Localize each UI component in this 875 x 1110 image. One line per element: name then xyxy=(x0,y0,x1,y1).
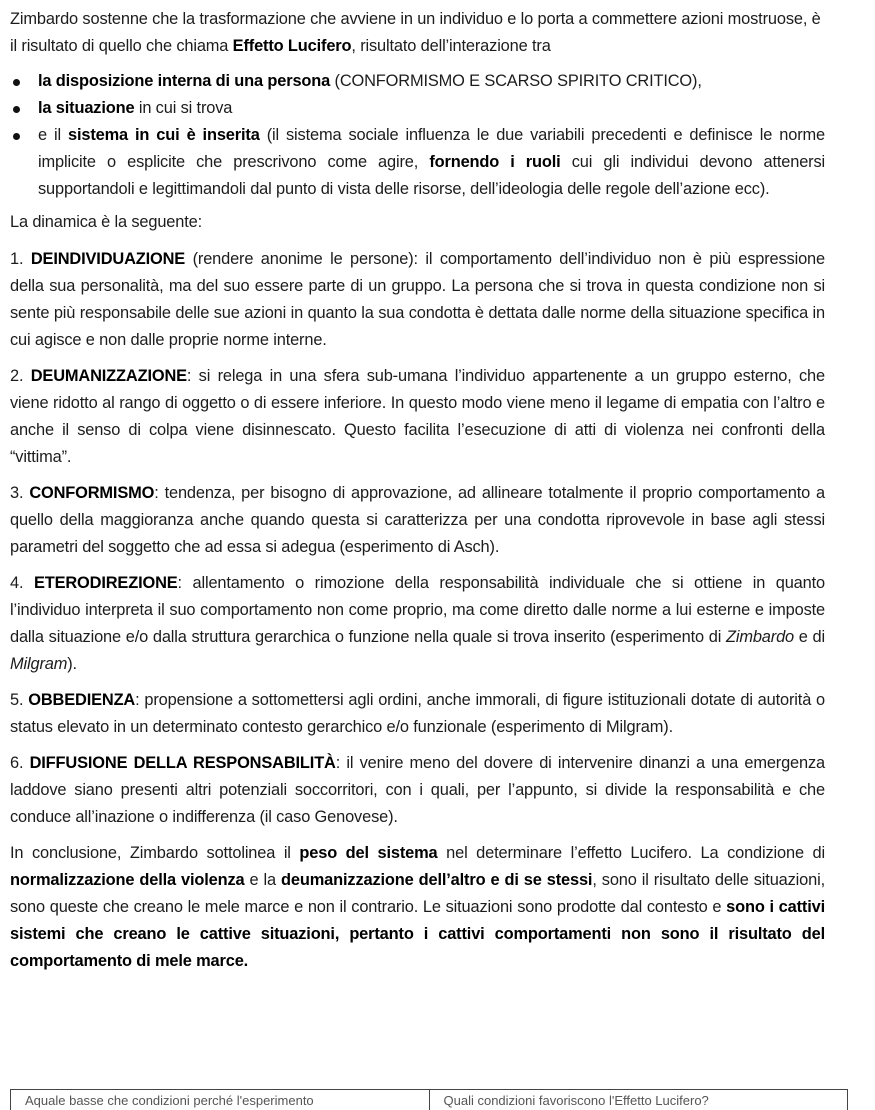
list-item-situazione xyxy=(10,95,825,122)
table-cell-left: Aquale basse che condizioni perché l'esperimento xyxy=(25,1093,314,1108)
bold-term: sistema in cui è inserita xyxy=(68,126,260,144)
point-deumanizzazione xyxy=(10,363,825,471)
intro-paragraph xyxy=(10,6,825,60)
point-text: : tendenza, per bisogno di approvazione, ad allineare totalmente il proprio comportamento a quello della maggioranza anche quando questa si caratterizza per una condotta riprovevole in base agli stessi parametri del soggetto che ad essa si adegua (esperimento di Asch). xyxy=(10,484,825,556)
bold-statement: sono i cattivi sistemi che creano le cattive situazioni, pertanto i cattivi comportamenti non sono il risultato del comportamento di mele marce. xyxy=(10,898,825,970)
bold-term: normalizzazione della violenza xyxy=(10,871,245,889)
point-text: : propensione a sottomettersi agli ordini, anche immorali, di figure istituzionali dotate di autorità o status elevato in un determinato contesto gerarchico e/o funzionale (esperimento di Milgram). xyxy=(10,691,825,736)
italic-name: Milgram xyxy=(10,655,68,673)
bold-term: la disposizione interna di una persona xyxy=(38,72,331,90)
bold-term: la situazione xyxy=(38,99,135,117)
conclusion-paragraph xyxy=(10,840,825,975)
intro-text: Zimbardo sostenne che la trasformazione che avviene in un individuo e lo porta a commettere azioni mostruose, è il risultato di quello che chiama xyxy=(10,10,821,55)
point-diffusione-responsabilita xyxy=(10,750,825,831)
point-term: DEINDIVIDUAZIONE xyxy=(30,250,186,268)
item-text: e il xyxy=(38,126,68,144)
point-term: DIFFUSIONE DELLA RESPONSABILITÀ xyxy=(29,754,336,772)
factors-list xyxy=(10,68,825,203)
item-text: (il sistema sociale influenza le due variabili precedenti e definisce le norme implicite o esplicite che prescrivono come agire, xyxy=(38,126,825,171)
conclusion-text: e la xyxy=(244,871,282,889)
point-text: : il venire meno del dovere di intervenire dinanzi a una emergenza laddove siano presenti altri potenziali soccorritori, con i quali, per l’appunto, si divide la responsabilità e che conduce all’inazione o indifferenza (il caso Genovese). xyxy=(10,754,826,826)
point-conformismo xyxy=(10,480,825,561)
list-item-disposizione xyxy=(10,68,825,95)
point-text: e di xyxy=(794,628,825,646)
point-text: : si relega in una sfera sub-umana l’individuo appartenente a un gruppo esterno, che viene ridotto al rango di oggetto o di essere inferiore. In questo modo viene meno il legame di empatia con l’altro e anche il senso di colpa viene disinnescato. Questo facilita l’esecuzione di atti di violenza nei confronti della “vittima”. xyxy=(10,367,825,466)
item-text: (CONFORMISMO E SCARSO SPIRITO CRITICO), xyxy=(330,72,702,90)
point-text: (rendere anonime le persone): il comportamento dell’individuo non è più espressione della sua personalità, ma del suo essere parte di un gruppo. La persona che si trova in questa condizione non si sente più responsabile delle sue azioni in quanto la sua condotta è dettata dalle norme della situazione specifica in cui agisce e non dalle proprie norme interne. xyxy=(10,250,825,349)
point-number: 5. xyxy=(10,691,29,709)
point-term: ETERODIREZIONE xyxy=(33,574,178,592)
list-item-sistema xyxy=(10,122,825,203)
conclusion-text: , sono il risultato delle situazioni, sono queste che creano le mele marce e non il contrario. Le situazioni sono prodotte dal contesto e xyxy=(10,871,826,916)
effetto-lucifero-term: Effetto Lucifero xyxy=(232,37,352,55)
bold-term: fornendo i ruoli xyxy=(429,153,561,171)
conclusion-text: In conclusione, Zimbardo sottolinea il xyxy=(10,844,300,862)
point-term: CONFORMISMO xyxy=(29,484,155,502)
conclusion-text: nel determinare l’effetto Lucifero. La condizione di xyxy=(437,844,825,862)
point-deindividuazione xyxy=(10,246,825,354)
point-eterodirezione xyxy=(10,570,825,678)
point-number: 1. xyxy=(10,250,31,268)
point-text: : allentamento o rimozione della responsabilità individuale che si ottiene in quanto l’individuo interpreta il suo comportamento non come proprio, ma come diretto dalle norme a lui esterne e imposte dalla situazione e/o dalla struttura gerarchica o funzione nella quale si trova inserito (esperimento di xyxy=(10,574,825,646)
intro-text-end: , risultato dell’interazione tra xyxy=(351,37,551,55)
point-number: 2. xyxy=(10,367,31,385)
point-obbedienza xyxy=(10,687,825,741)
point-term: OBBEDIENZA xyxy=(28,691,136,709)
item-text: cui gli individui devono attenersi supportandoli e legittimandoli dal punto di vista delle risorse, dell’ideologia delle regole dell’azione ecc). xyxy=(38,153,826,198)
bold-term: peso del sistema xyxy=(299,844,438,862)
dynamics-lead: La dinamica è la seguente: xyxy=(10,213,203,231)
italic-name: Zimbardo xyxy=(725,628,795,646)
bold-term: deumanizzazione dell’altro e di se stessi xyxy=(281,871,593,889)
point-text: ). xyxy=(67,655,77,673)
questions-table xyxy=(10,1089,848,1110)
point-number: 3. xyxy=(10,484,30,502)
point-number: 6. xyxy=(10,754,30,772)
document-body xyxy=(10,6,825,984)
item-text: in cui si trova xyxy=(134,99,233,117)
table-cell-right: Quali condizioni favoriscono l'Effetto Lucifero? xyxy=(429,1090,848,1110)
point-number: 4. xyxy=(10,574,34,592)
point-term: DEUMANIZZAZIONE xyxy=(30,367,187,385)
